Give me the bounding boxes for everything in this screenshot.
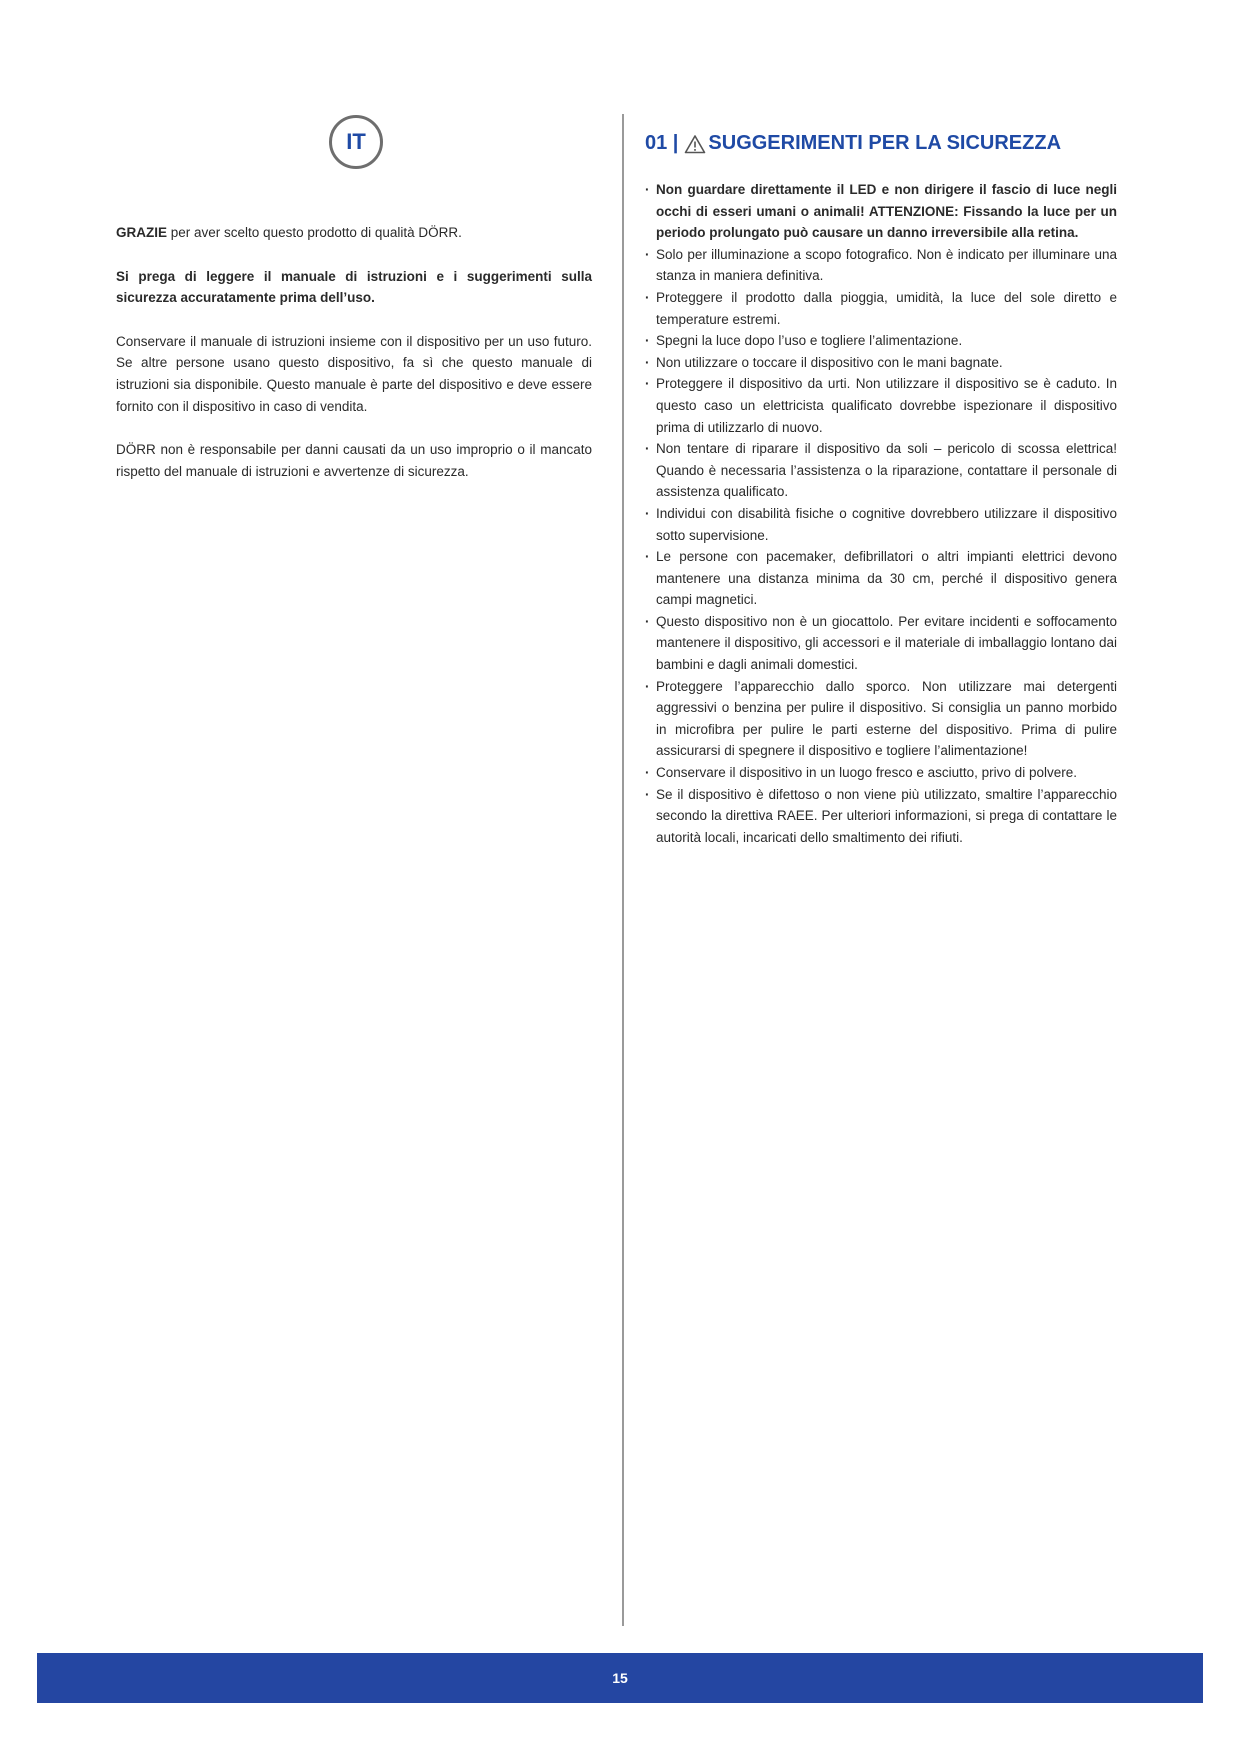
safety-item: · Proteggere il dispositivo da urti. Non utilizzare il dispositivo se è caduto. In questo caso un elettricista qualificato dovrebbe ispezionare il dispositivo prima di utilizzarlo di nuovo. (645, 373, 1117, 438)
language-code: IT (346, 129, 366, 154)
safety-item: · Le persone con pacemaker, defibrillatori o altri impianti elettrici devono mantenere una distanza minima da 30 cm, perché il dispositivo genera campi magnetici. (645, 546, 1117, 611)
safety-item: · Se il dispositivo è difettoso o non viene più utilizzato, smaltire l’apparecchio secondo la direttiva RAEE. Per ulteriori informazioni, si prega di contattare le autorità locali, incaricati dello smaltimento dei rifiuti. (645, 784, 1117, 849)
safety-item: · Spegni la luce dopo l’uso e togliere l’alimentazione. (645, 330, 1117, 352)
safety-item: · Non utilizzare o toccare il dispositivo con le mani bagnate. (645, 352, 1117, 374)
safety-list (645, 179, 1117, 848)
safety-item: · Non guardare direttamente il LED e non dirigere il fascio di luce negli occhi di esseri umani o animali! ATTENZIONE: Fissando la luce per un periodo prolungato può causare un danno irreversibile alla retina. (645, 179, 1117, 244)
section-number: 01 | (645, 132, 679, 154)
column-divider (622, 114, 624, 1626)
safety-item: · Individui con disabilità fisiche o cognitive dovrebbero utilizzare il dispositivo sotto supervisione. (645, 503, 1117, 546)
thanks-rest: per aver scelto questo prodotto di qualità DÖRR. (167, 225, 462, 240)
thanks-strong: GRAZIE (116, 225, 168, 240)
thanks-paragraph (116, 222, 592, 244)
warning-triangle-icon (684, 134, 706, 154)
safety-item: · Non tentare di riparare il dispositivo da soli – pericolo di scossa elettrica! Quando è necessaria l’assistenza o la riparazione, contattare il personale di assistenza qualificato. (645, 438, 1117, 503)
language-badge (329, 115, 383, 169)
safety-item: · Proteggere il prodotto dalla pioggia, umidità, la luce del sole diretto e temperature estremi. (645, 287, 1117, 330)
disclaimer-paragraph: DÖRR non è responsabile per danni causati da un uso improprio o il mancato rispetto del manuale di istruzioni e avvertenze di sicurezza. (116, 442, 592, 479)
safety-column (645, 179, 1117, 848)
safety-item: · Proteggere l’apparecchio dallo sporco. Non utilizzare mai detergenti aggressivi o benzina per pulire il dispositivo. Si consiglia un panno morbido in microfibra per pulire le parti esterne del dispositivo. Prima di pulire assicurarsi di spegnere il dispositivo e togliere l’alimentazione! (645, 676, 1117, 762)
page-number: 15 (612, 1670, 628, 1686)
intro-column (116, 222, 592, 504)
section-heading (645, 132, 1125, 155)
safety-item: · Conservare il dispositivo in un luogo fresco e asciutto, privo di polvere. (645, 762, 1117, 784)
read-manual-paragraph: Si prega di leggere il manuale di istruzioni e i suggerimenti sulla sicurezza accuratamente prima dell’uso. (116, 268, 592, 306)
safety-item: · Solo per illuminazione a scopo fotografico. Non è indicato per illuminare una stanza in maniera definitiva. (645, 244, 1117, 287)
footer-bar (37, 1653, 1203, 1703)
section-title: SUGGERIMENTI PER LA SICUREZZA (708, 132, 1062, 154)
keep-manual-paragraph: Conservare il manuale di istruzioni insieme con il dispositivo per un uso futuro. Se altre persone usano questo dispositivo, fa sì che questo manuale di istruzioni sia disponibile. Questo manuale è parte del dispositivo e deve essere fornito con il dispositivo in caso di vendita. (116, 333, 592, 414)
safety-item: · Questo dispositivo non è un giocattolo. Per evitare incidenti e soffocamento mantenere il dispositivo, gli accessori e il materiale di imballaggio lontano dai bambini e dagli animali domestici. (645, 611, 1117, 676)
